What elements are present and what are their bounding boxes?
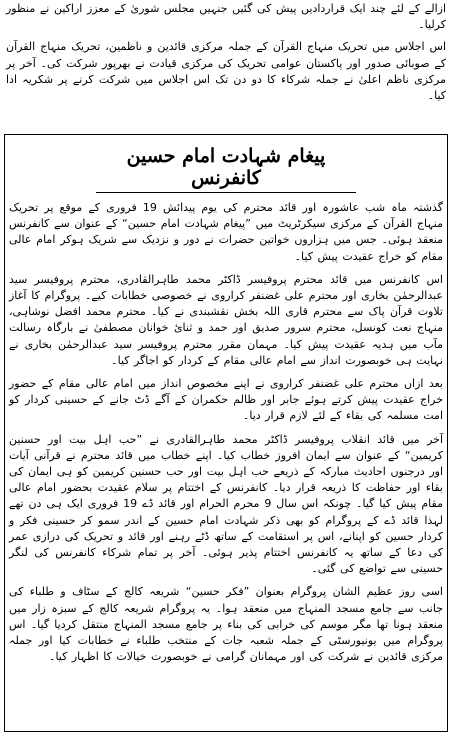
intro-paragraph-2: اس اجلاس میں تحریک منہاج القرآن کے جملہ مرکزی قائدین و ناظمین، تحریک منہاج القرآن کے صوبائی صدور اور پاکستان عوامی تحریک کی مرکزی قیادت نے بھرپور شرکت کی۔ آخر پر مرکزی ناظم اعلیٰ نے جملہ شرکاء کا دو دن تک اس اجلاس میں شرکت کرنے پر شکریہ ادا کیا۔ bbox=[6, 40, 446, 103]
article-paragraph-2: اس کانفرنس میں قائد محترم پروفیسر ڈاکٹر محمد طاہرالقادری، محترم پروفیسر سید عبدالرحمٰن بخاری اور محترم علی غضنفر کراروی نے خصوصی خطابات کیے۔ پروگرام کا آغاز تلاوت قرآن پاک سے محترم قاری اللہ بخش نقشبندی نے کیا۔ محترم محمد افضل نوشاہی، منہاج نعت کونسل، محترم سرور صدیق اور حمد و ثنائ خوانان مصطفیٰ نے بارگاہ رسالت مآب میں ہدیہ عقیدت پیش کیا۔ مہمان مقرر محترم پروفیسر سید عبدالرحمٰن بخاری نے نہایت ہی خوبصورت انداز سے امام عالی مقام کے کردار کو اجاگر کیا۔ bbox=[9, 272, 443, 367]
article-paragraph-4: آخر میں قائد انقلاب پروفیسر ڈاکٹر محمد طاہرالقادری نے ”حب اہل بیت اور حسنین کریمین“ کے عنوان سے ایمان افروز خطاب کیا۔ اپنے خطاب میں قائد محترم نے قرآنی آیات اور درجنوں احادیث مبارکہ کے ذریعے حب اہل بیت اور حب حسنین کریمین کو ہی ایمان کی بقاء اور حفاظت کا ذریعہ قرار دیا۔ کانفرنس کے اختتام پر سلام عقیدت بحضور امام عالی مقام پیش کیا گیا۔ چونکہ اس سال 9 محرم الحرام اور قائد ڈے 19 فروری ایک ہی دن تھے لہذا قائد ڈے کے پروگرام کو بھی ذکر شہادت امام حسین کے اندر سمو کر حسینی فکر و کردار حسین کو اپنانے، اس پر استقامت کے ساتھ ڈٹے رہنے اور قائد و تحریک کی درازی عمر کی دعا کے ساتھ یہ کانفرنس اختتام پذیر ہوئی۔ آخر پر تمام شرکاء کانفرنس کی لنگر حسینی سے تواضع کی گئی۔ bbox=[9, 432, 443, 576]
article-box bbox=[4, 134, 448, 732]
article-title: پیغام شہادت امام حسین کانفرنس bbox=[96, 145, 356, 193]
article-paragraph-3: بعد ازاں محترم علی غضنفر کراروی نے اپنے مخصوص انداز میں امام عالی مقام کے حضور خراج عقیدت پیش کرتے ہوئے جابر اور ظالم حکمران کے آگے ڈٹ جانے کے حسینی کردار کو امت مسلمہ کی بقاء کے لئے لازم قرار دیا۔ bbox=[9, 377, 443, 423]
intro-section bbox=[6, 0, 446, 104]
intro-paragraph-1: ازالے کے لئے چند ایک قراردادیں پیش کی گئیں جنہیں مجلس شوریٰ کے معزز اراکین نے منظور کرلیا۔ bbox=[6, 2, 446, 32]
article-paragraph-1: گذشتہ ماہ شب عاشورہ اور قائد محترم کی یوم پیدائش 19 فروری کے موقع پر تحریک منہاج القرآن کے مرکزی سیکرٹریٹ میں ”پیغام شہادت امام حسین“ کے عنوان سے کانفرنس منعقد ہوئی۔ جس میں ہزاروں خواتین حضرات نے دور و نزدیک سے شریک ہوکر امام عالی مقام کو خراج عقیدت پیش کیا۔ bbox=[9, 201, 444, 263]
article-paragraph-5: اسی روز عظیم الشان پروگرام بعنوان ”فکر حسین“ شریعہ کالج کے سٹاف و طلباء کی جانب سے جامع مسجد المنہاج میں منعقد ہوا۔ یہ پروگرام شریعہ کالج کے سبزہ زار میں منعقد ہونا تھا مگر موسم کی خرابی کی بناء پر جامع مسجد المنہاج منتقل کردیا گیا۔ اس پروگرام میں یونیورسٹی کے جملہ شعبہ جات کے منتخب طلباء نے خطابات کیا اور جملہ مرکزی قائدین نے شرکت کی اور مہمانان گرامی نے خوبصورت خیالات کا اظہار کیا۔ bbox=[9, 585, 443, 664]
